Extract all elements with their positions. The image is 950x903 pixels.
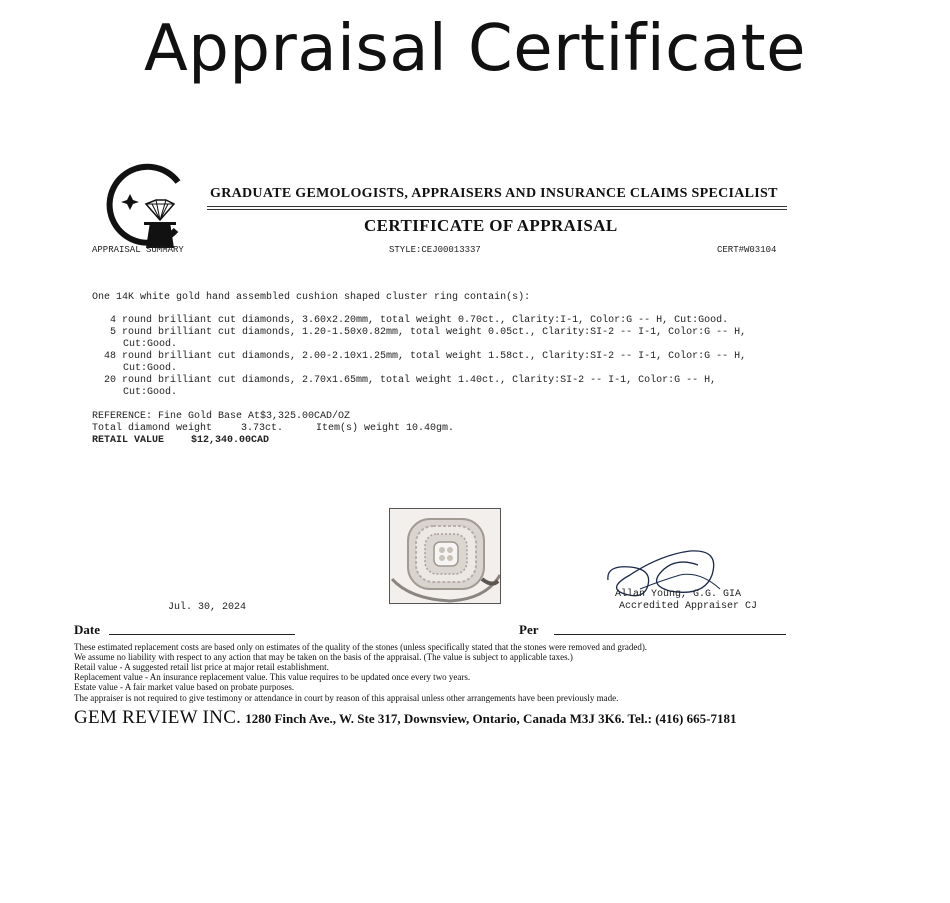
disclaimer-line: Retail value - A suggested retail list price at major retail establishment. [74,662,329,672]
disclaimer-line: These estimated replacement costs are based only on estimates of the quality of the stones (unless specifically stated that the stones were removed and graded). [74,642,648,652]
retail-value: $12,340.00CAD [191,435,270,446]
gem-logo-icon [100,160,190,250]
header-rule [207,206,787,207]
stone-line-cont: Cut:Good. [123,387,178,398]
appraisal-summary-label: APPRAISAL SUMMARY [92,245,184,255]
stone-line: 48 round brilliant cut diamonds, 2.00-2.10x1.25mm, total weight 1.58ct., Clarity:SI-2 -- I-1, Color:G -- H, [104,351,747,362]
appraisal-date: Jul. 30, 2024 [168,602,247,613]
stone-line: 4 round brilliant cut diamonds, 3.60x2.20mm, total weight 0.70ct., Clarity:I-1, Color:G -- H, Cut:Good. [110,315,729,326]
reference-line: REFERENCE: Fine Gold Base At$3,325.00CAD/OZ [92,411,351,422]
total-diamond-label: Total diamond weight [92,423,213,434]
date-label: Date [74,622,100,637]
appraiser-name: Allan Young, G.G. GIA [615,589,742,600]
certificate-title: CERTIFICATE OF APPRAISAL [364,216,618,235]
per-label: Per [519,622,539,637]
ring-image [390,509,501,604]
footer [74,707,736,729]
stone-line: 5 round brilliant cut diamonds, 1.20-1.50x0.82mm, total weight 0.05ct., Clarity:SI-2 -- I-1, Color:G -- H, [110,327,747,338]
disclaimer-line: The appraiser is not required to give testimony or attendance in court by reason of this appraisal unless other arrangements have been previously made. [74,693,619,703]
retail-value-label: RETAIL VALUE [92,435,165,446]
ring-photo [389,508,501,604]
date-line [109,634,295,635]
total-diamond-value: 3.73ct. [241,423,284,434]
certificate-number: CERT#W03104 [717,245,777,255]
stone-line-cont: Cut:Good. [123,363,178,374]
stone-line: 20 round brilliant cut diamonds, 2.70x1.65mm, total weight 1.40ct., Clarity:SI-2 -- I-1, Color:G -- H, [104,375,717,386]
company-tagline: GRADUATE GEMOLOGISTS, APPRAISERS AND INSURANCE CLAIMS SPECIALIST [210,186,778,201]
stone-line-cont: Cut:Good. [123,339,178,350]
page-title: Appraisal Certificate [144,12,806,86]
disclaimer-line: We assume no liability with respect to any action that may be taken on the basis of the appraisal. (The value is subject to applicable taxes.) [74,652,573,662]
style-number: STYLE:CEJ00013337 [389,245,481,255]
disclaimer-line: Replacement value - An insurance replacement value. This value requires to be updated once every two years. [74,672,471,682]
appraiser-title: Accredited Appraiser CJ [619,601,758,612]
per-line [554,634,786,635]
item-description: One 14K white gold hand assembled cushion shaped cluster ring contain(s): [92,292,531,303]
company-address: 1280 Finch Ave., W. Ste 317, Downsview, Ontario, Canada M3J 3K6. Tel.: (416) 665-7181 [245,711,737,726]
item-weight: Item(s) weight 10.40gm. [316,423,455,434]
header-rule-2 [207,209,787,210]
company-name: GEM REVIEW INC. [74,707,242,728]
disclaimer-line: Estate value - A fair market value based on probate purposes. [74,682,295,692]
